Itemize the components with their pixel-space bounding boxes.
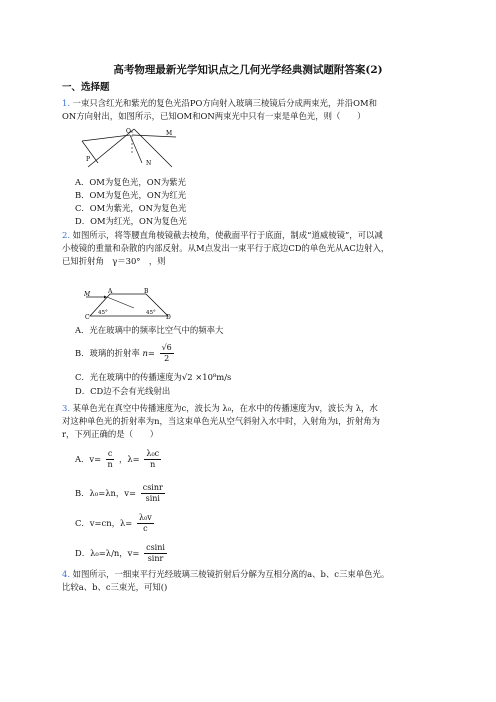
question-2-option-a: A．光在玻璃中的频率比空气中的频率大 [75,325,224,335]
prism-figure-q1 [80,123,180,171]
figure-label-m: M [166,130,173,137]
question-2-option-b: B．玻璃的折射率 n= $\frac{√6}{2}$ [75,343,172,363]
figure-label-p: P [86,156,91,163]
question-3-line-3: r，下列正确的是（ ） [62,429,159,439]
question-2-option-c: C．光在玻璃中的传播速度为√2 ×10⁸m/s [75,372,232,382]
question-4-line-2: 比较a、b、c三束光，可知() [62,582,168,592]
question-3-line-1: 3. 某单色光在真空中传播速度为c，波长为 λ₀，在水中的传播速度为v，波长为 λ，水 [62,403,378,413]
question-2-option-d: D．CD边不会有光线射出 [75,386,171,396]
question-2-line-3: 已知折射角 γ＝30° ，则 [62,256,166,266]
question-3-option-a: A．v= $\frac{c}{n}$ ，λ= $\frac{\text{λ₀c}}{n}$ [75,449,160,469]
question-1-line-1: 1. 一束只含红光和紫光的复色光沿PO方向射入玻璃三棱镜后分成两束光，并沿OM和 [62,98,377,108]
question-1-line-2: ON方向射出，如图所示，已知OM和ON两束光中只有一束是单色光，则（ ） [62,111,366,121]
question-1-number: 1. [62,98,70,108]
question-2-line-2: 小棱镜的重量和杂散的内部反射。从M点发出一束平行于底边CD的单色光从AC边射入， [62,243,390,253]
question-3-number: 3. [62,403,70,413]
figure-label-n: N [146,160,152,167]
figure-label-b: B [144,288,149,295]
question-1-option-c: C．OM为紫光，ON为复色光 [75,203,187,213]
question-1-option-b: B．OM为复色光，ON为红光 [75,190,187,200]
page-title: 高考物理最新光学知识点之几何光学经典测试题附答案(2) [113,64,383,76]
question-4-number: 4. [62,569,70,579]
question-1-option-a: A．OM为复色光，ON为紫光 [75,177,187,187]
question-3-option-d: D．λ₀=λ/n，v= $\frac{csini}{\sin r}$ [75,543,165,563]
question-3-option-c: C．v=cn，λ= $\frac{\text{λ₀v}}{c}$ [75,513,152,533]
figure-label-d: D [166,314,171,320]
question-2-line-1: 2. 如图所示，将等腰直角棱镜截去棱角，使截面平行于底面，制成“道威棱镜”，可以减 [62,230,383,240]
section-heading: 一、选择题 [62,82,110,93]
figure-label-a: A [108,288,113,295]
question-1-option-d: D．OM为红光，ON为复色光 [75,216,187,226]
angle-label-right: 45° [146,310,156,316]
figure-label-m: M [84,291,91,298]
question-3-line-2: 对这种单色光的折射率为n，当这束单色光从空气斜射入水中时，入射角为i，折射角为 [62,416,380,426]
question-3-option-b: B．λ₀=λn，v= $\frac{csinr}{\sin i}$ [75,483,163,503]
figure-label-o: O [126,128,131,135]
question-4-line-1: 4. 如图所示，一细束平行光经玻璃三棱镜折射后分解为互相分离的a、b、c三束单色光。 [62,569,390,579]
figure-label-c: C [85,314,90,320]
dove-prism-figure-q2 [84,288,174,320]
question-2-number: 2. [62,230,70,240]
angle-label-left: 45° [98,310,108,316]
